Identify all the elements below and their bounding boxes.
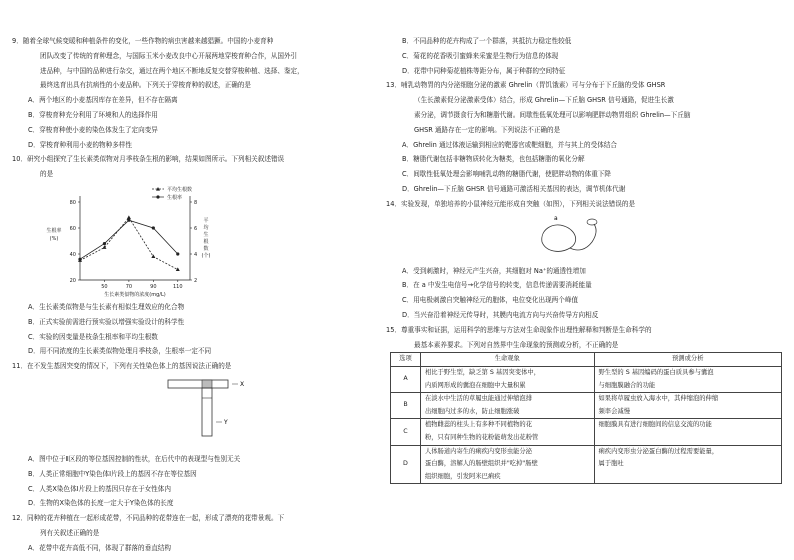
question-13 [386, 78, 786, 196]
table-row [391, 393, 782, 419]
question-11 [12, 359, 392, 374]
q12-option-a: A．花带中花卉高低不同，体现了群落的垂直结构 [28, 543, 171, 552]
data-point-rooting-rate [78, 258, 81, 261]
q14-option-a: A．受到刺激时，神经元产生兴奋，其细胞对 Na⁺的通透性增加 [402, 266, 586, 275]
y-right-label-part: 数 [203, 245, 209, 252]
table-cell-analysis [594, 445, 782, 484]
cell-line: 蛋白酶，溶解人的肠壁组织并"吃掉"肠壁 [424, 460, 538, 468]
autapse-svg [536, 212, 606, 264]
legend-label-rooting-rate: 生根率 [167, 194, 183, 201]
rooting-chart-svg [40, 182, 280, 300]
data-point-avg-root-count [176, 267, 180, 271]
x-tick-label: 110 [173, 283, 183, 290]
cell-line: 在淡水中生活的草履虫能通过伸缩泡排 [424, 395, 532, 403]
cell-line: 相比于野生型，缺乏第 S 基因突变体中， [424, 368, 541, 376]
y-right-label-part: 均 [203, 224, 209, 231]
table-row [391, 366, 782, 392]
q12-option-d: D．花带中同种菊花植株等距分布，属于种群的空间特征 [402, 66, 566, 75]
left-column [12, 34, 392, 556]
question-15 [386, 323, 786, 353]
q11-option-a: A．图中位于Ⅱ区段的等位基因控制的性状，在后代中的表现型与性别无关 [28, 454, 241, 463]
neuron-body-shape [542, 225, 576, 251]
q12-stem-line: 12．同种的花卉种植在一起形成花带，不同品种的花带连在一起，形成了漂亮的花带景观。下 [12, 514, 285, 523]
q10-option-d: D．用不同浓度的生长素类似物处理月季枝条，生根率一定不同 [28, 347, 212, 356]
q14-option-c: C．用电极刺激自突触神经元的胞体，电位变化出现两个峰值 [402, 296, 579, 305]
table-cell-phenomenon [420, 419, 594, 445]
data-point-rooting-rate [176, 252, 179, 255]
sex-chromosome-diagram [162, 374, 392, 452]
synapse-terminal-shape [587, 219, 597, 225]
rooting-chart [40, 182, 392, 300]
table-row [391, 419, 782, 445]
x-tick-label: 70 [125, 283, 133, 290]
cell-line: 如果将草履虫放入海水中，其伸缩泡的伸缩 [598, 395, 719, 403]
q15-stem-line: 最基本素养要求。下列对自然界中生命现象的预测或分析，不正确的是 [414, 340, 619, 349]
table-cell-analysis [594, 366, 782, 392]
table-cell-phenomenon [420, 366, 594, 392]
q9-stem-line: 进品种，与中国的品种进行杂交，通过在两个地区不断地反复交替穿梭种植、选择、鉴定， [40, 66, 304, 75]
table-cell-phenomenon [420, 393, 594, 419]
q14-option-d: D．当兴奋沿着神经元传导时，其膜内电流方向与兴奋传导方向相反 [402, 310, 599, 319]
axon-shape [570, 224, 596, 250]
table-cell-option: D [391, 445, 421, 484]
cell-line: 频率会减慢 [598, 407, 630, 415]
a-label: a [554, 214, 558, 222]
q14-stem-line: 14．实验发现，单独培养的小鼠神经元能形成自突触（如图），下列相关说法错误的是 [386, 199, 636, 208]
sex-chromosome-svg [162, 374, 252, 452]
q13-option-c: C．间歇性低氧处理会影响哺乳动物的糖脂代谢，使肥胖动物的体重下降 [402, 170, 612, 179]
q11-stem-line: 11．在不发生基因突变的情况下，下列有关性染色体上的基因说法正确的是 [12, 362, 232, 371]
cell-line: 内质网形成的囊泡在细胞中大量积累 [424, 381, 526, 389]
question-14-options [386, 264, 786, 323]
table-header: 选项 [391, 353, 421, 367]
legend-label-avg-root-count: 平均生根数 [167, 186, 193, 193]
data-point-rooting-rate [152, 226, 155, 229]
autapse-diagram [536, 212, 786, 264]
y-right-label-part: 根 [203, 238, 209, 245]
q12-option-b: B．不同品种的花卉构成了一个群落，其抵抗力稳定性较低 [402, 37, 572, 45]
q9-option-d: D．穿梭育种利用小麦的物种多样性 [28, 140, 132, 149]
question-14 [386, 197, 786, 212]
q15-table [390, 352, 782, 484]
data-point-rooting-rate [103, 242, 106, 245]
q9-stem-line: 团队改变了传统的育种理念，与国际玉米小麦改良中心开展两地穿梭育种合作，从国外引 [40, 51, 298, 60]
y-right-tick-label: 8 [194, 199, 198, 206]
q10-option-a: A．生长素类似物是与生长素有相似生理效应的化合物 [28, 302, 185, 311]
y-left-label-part: 生根率 [46, 227, 62, 234]
q11-option-b: B．人类正常细胞中Y染色体Ⅰ片段上的基因不存在等位基因 [28, 469, 197, 478]
table-cell-option: A [391, 366, 421, 392]
y-chromosome-shape [202, 388, 212, 436]
q11-option-d: D．生物的X染色体的长度一定大于Y染色体的长度 [28, 499, 174, 508]
cell-line: 野生型的 S 基因编码的蛋白质具参与囊泡 [598, 368, 714, 376]
cell-line: 与细胞膜融合的功能 [598, 381, 656, 389]
q13-stem-line: （生长激素促分泌激素受体）结合，形成 Ghrelin—下丘脑 GHSR 信号通路，促进生长激 [414, 96, 674, 105]
q9-option-c: C．穿梭育种使小麦的染色体发生了定向变异 [28, 125, 158, 134]
cell-line: 组织细胞，引发阿米巴痢疾 [424, 472, 501, 480]
y-right-label-part: (个) [201, 252, 211, 259]
x-tick-label: 50 [101, 283, 108, 290]
q10-option-c: C．实验的因变量是枝条生根率和平均生根数 [28, 332, 158, 341]
q12-stem-line: 列有关叙述正确的是 [40, 528, 100, 537]
y-right-label-part: 生 [203, 231, 209, 238]
q10-stem-line: 10．研究小组探究了生长素类似物对月季枝条生根的影响，结果如图所示。下列相关叙述错误 [12, 155, 285, 164]
cell-line: 属于胞吐 [598, 460, 624, 468]
x-chromosome-shape [168, 380, 228, 388]
table-cell-analysis [594, 419, 782, 445]
q9-option-a: A．两个地区的小麦基因库存在差异，但不存在隔离 [28, 96, 178, 105]
q13-stem-line: 13．哺乳动物胃的内分泌细胞分泌的激素 Ghrelin（胃饥饿素）可与分布于下丘脑的受体 GHSR [386, 81, 666, 90]
q11-option-c: C．人类X染色体Ⅰ片段上的基因只存在于女性体内 [28, 484, 171, 493]
q10-option-b: B．正式实验前需进行预实验以增强实验设计的科学性 [28, 317, 185, 326]
q13-option-a: A．Ghrelin 通过体液运输到相应的靶器官或靶细胞，并与其上的受体结合 [402, 140, 617, 149]
q12-option-c: C．菊花的花香吸引蜜蜂来采蜜是生物行为信息的体现 [402, 51, 559, 60]
y-right-tick-label: 2 [194, 277, 198, 284]
table-header: 生命观象 [420, 353, 594, 367]
q13-option-b: B．糖脂代谢包括非糖物质转化为糖类，也包括糖脂的氧化分解 [402, 155, 585, 164]
y-left-tick-label: 80 [69, 199, 76, 206]
question-11-options [12, 452, 392, 511]
question-9 [12, 34, 392, 152]
question-10 [12, 152, 392, 182]
data-point-avg-root-count [127, 215, 131, 219]
question-12 [12, 511, 392, 555]
x-tick-label: 90 [150, 283, 157, 290]
y-left-label-part: (%) [49, 235, 59, 242]
q14-option-b: B．在 a 中发生电信号→化学信号的转变，信息传递需要消耗能量 [402, 281, 592, 290]
q15-stem-line: 15．尊重事实和证据，运用科学的思维与方法对生命现象作出理性解释和判断是生命科学的 [386, 325, 652, 334]
x-axis-label: 生长素类似物的浓度(mg/L) [104, 291, 166, 298]
cell-line: 痢疾内变形虫分泌蛋白酶的过程需要能量， [598, 447, 719, 455]
q13-stem-line: GHSR 通路存在一定的影响。下列说法不正确的是 [414, 125, 561, 134]
table-header: 预测或分析 [594, 353, 782, 367]
question-10-options [12, 300, 392, 359]
q9-stem-line: 最终选育出具有抗病性的小麦品种。下列关于穿梭育种的叙述，正确的是 [40, 81, 251, 90]
table-row [391, 445, 782, 484]
table-cell-analysis [594, 393, 782, 419]
q10-stem-line: 的是 [40, 170, 54, 179]
q13-option-d: D．Ghrelin—下丘脑 GHSR 信号通路可激活相关基因的表达，调节机体代谢 [402, 184, 626, 193]
cell-line: 粉，只有同种生物的花粉能萌发出花粉管 [424, 433, 539, 441]
q13-stem-line: 素分泌，调节摄食行为和糖脂代谢。间歇性低氧处理可以影响肥胖动物胃组织 Ghrelin—下丘脑 [414, 110, 691, 119]
homologous-segment [202, 380, 212, 388]
y-label: Y [224, 418, 228, 426]
y-right-label-part: 平 [203, 217, 209, 224]
y-left-tick-label: 60 [69, 225, 76, 232]
q9-option-b: B．穿梭育种充分利用了环境和人的选择作用 [28, 110, 158, 119]
y-left-tick-label: 20 [69, 277, 76, 284]
table-cell-option: C [391, 419, 421, 445]
cell-line: 出细胞内过多的水，防止细胞涨破 [424, 407, 520, 415]
cell-line: 人体肠道内寄生的痢疾内变形虫能分泌 [424, 447, 532, 455]
y-right-tick-label: 6 [194, 225, 198, 232]
table-cell-option: B [391, 393, 421, 419]
table-header-row [391, 353, 782, 367]
x-label: X [240, 380, 245, 388]
series-line-rooting-rate [80, 220, 178, 259]
y-right-tick-label: 4 [194, 251, 198, 258]
q9-stem-line: 9．随着全球气候变暖和种植条件的变化，一些作物的病虫害越来越猖獗。中国的小麦育种 [12, 37, 274, 45]
y-left-tick-label: 40 [69, 251, 76, 258]
series-line-avg-root-count [80, 218, 178, 270]
cell-line: 植物雌蕊的柱头上有多种不同植物的花 [424, 421, 532, 429]
data-point-rooting-rate [127, 219, 130, 222]
legend-marker-rooting-rate [156, 195, 159, 198]
table-cell-phenomenon [420, 445, 594, 484]
right-column [386, 34, 786, 484]
question-12-continued [386, 34, 786, 78]
cell-line: 细胞膜具有进行细胞间的信息交流的功能 [598, 421, 712, 429]
